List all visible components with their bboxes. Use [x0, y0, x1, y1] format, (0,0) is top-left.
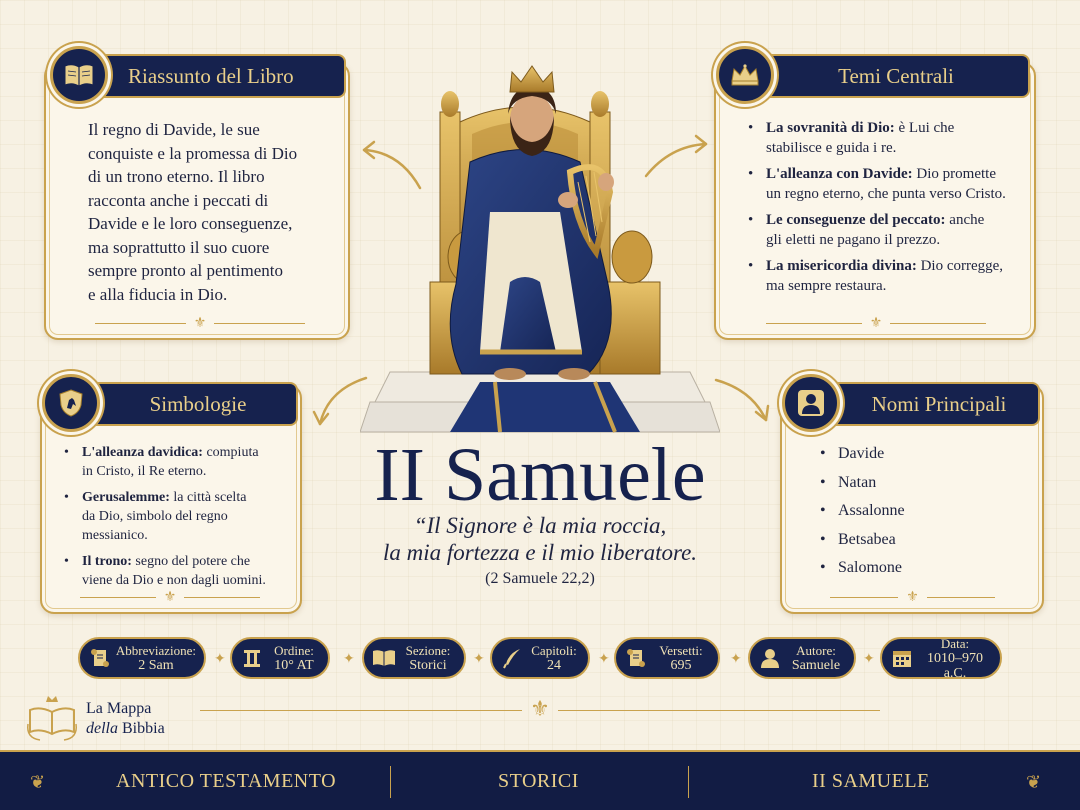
names-title: Nomi Principali: [871, 391, 1007, 416]
fact-date: Data: 1010–970 a.C.: [880, 637, 1002, 679]
list-item: • La sovranità di Dio: è Lui che stabilisce e guida i re.: [746, 118, 1028, 158]
list-item: • Le conseguenze del peccato: anche gli eletti ne pagano il prezzo.: [746, 210, 1028, 250]
quote: [340, 512, 740, 566]
scroll-icon: [620, 642, 652, 674]
calendar-icon: [886, 642, 918, 674]
list-item: • L'alleanza con Davide: Dio promette un regno eterno, che punta verso Cristo.: [746, 164, 1028, 204]
fact-separator: ✦: [473, 651, 485, 667]
footer-bar: [0, 750, 1080, 810]
bottom-ornament: ⚜: [200, 698, 880, 722]
quote-line-2: la mia fortezza e il mio liberatore.: [382, 540, 698, 565]
fact-order: Ordine: 10° AT: [230, 637, 330, 679]
list-item: • L'alleanza davidica: compiuta in Cristo, il Re eterno.: [62, 443, 294, 481]
summary-text: Il regno di Davide, le sue conquiste e la promessa di Dio di un trono eterno. Il libro racconta anche i peccati di Davide e le loro conseguenze, ma soprattutto il suo cuore sempre pronto al pentimento e alla fiducia in Dio.: [88, 120, 298, 304]
person-icon: [782, 374, 840, 432]
person-icon: [754, 642, 786, 674]
brand-logo: [24, 694, 194, 748]
shield-icon: [42, 374, 100, 432]
fact-author: Autore: Samuele: [748, 637, 856, 679]
symbols-title: Simbologie: [149, 391, 247, 416]
themes-list: [746, 118, 1028, 296]
quote-reference: (2 Samuele 22,2): [485, 570, 595, 587]
list-item: • Davide: [818, 440, 1018, 469]
open-bible-icon: [24, 694, 80, 744]
footer-divider: [688, 766, 689, 798]
names-ornament: ⚜: [830, 590, 995, 604]
fact-separator: ✦: [214, 651, 226, 667]
quote-line-1: “Il Signore è la mia roccia,: [413, 513, 667, 538]
footer-section: STORICI: [498, 770, 579, 792]
list-item: • Assalonne: [818, 497, 1018, 526]
footer-testament: ANTICO TESTAMENTO: [116, 770, 337, 792]
list-item: • Il trono: segno del potere che viene da Dio e non dagli uomini.: [62, 552, 294, 590]
list-item: • Betsabea: [818, 526, 1018, 555]
list-item: • Gerusalemme: la città scelta da Dio, simbolo del regno messianico.: [62, 488, 294, 545]
scroll-icon: [84, 642, 116, 674]
book-icon: [368, 642, 400, 674]
themes-title: Temi Centrali: [838, 63, 954, 88]
summary-title: Riassunto del Libro: [128, 63, 294, 88]
book-title: II Samuele: [374, 433, 706, 517]
fact-separator: ✦: [730, 651, 742, 667]
fact-separator: ✦: [343, 651, 355, 667]
fact-abbreviation: Abbreviazione: 2 Sam: [78, 637, 206, 679]
footer-book: II SAMUELE: [812, 770, 930, 792]
fact-section: Sezione: Storici: [362, 637, 466, 679]
fact-separator: ✦: [598, 651, 610, 667]
list-item: • Salomone: [818, 554, 1018, 583]
footer-flourish-left: ❦: [30, 772, 46, 792]
list-item: • Natan: [818, 469, 1018, 498]
column-icon: [236, 642, 268, 674]
brand-line-2: della Bibbia: [86, 720, 165, 737]
footer-divider: [390, 766, 391, 798]
fact-chapters: Capitoli: 24: [490, 637, 590, 679]
quill-icon: [496, 642, 528, 674]
summary-ornament: ⚜: [95, 316, 305, 330]
king-david-illustration: [360, 52, 720, 442]
footer-flourish-right: ❦: [1026, 772, 1042, 792]
symbols-list: [62, 443, 294, 590]
fact-separator: ✦: [863, 651, 875, 667]
list-item: • La misericordia divina: Dio corregge, ma sempre restaura.: [746, 256, 1028, 296]
crown-icon: [716, 46, 774, 104]
book-icon: [50, 46, 108, 104]
symbols-ornament: ⚜: [80, 590, 260, 604]
fact-verses: Versetti: 695: [614, 637, 720, 679]
names-list: [818, 440, 1018, 583]
brand-line-1: La Mappa: [86, 700, 152, 717]
themes-ornament: ⚜: [766, 316, 986, 330]
